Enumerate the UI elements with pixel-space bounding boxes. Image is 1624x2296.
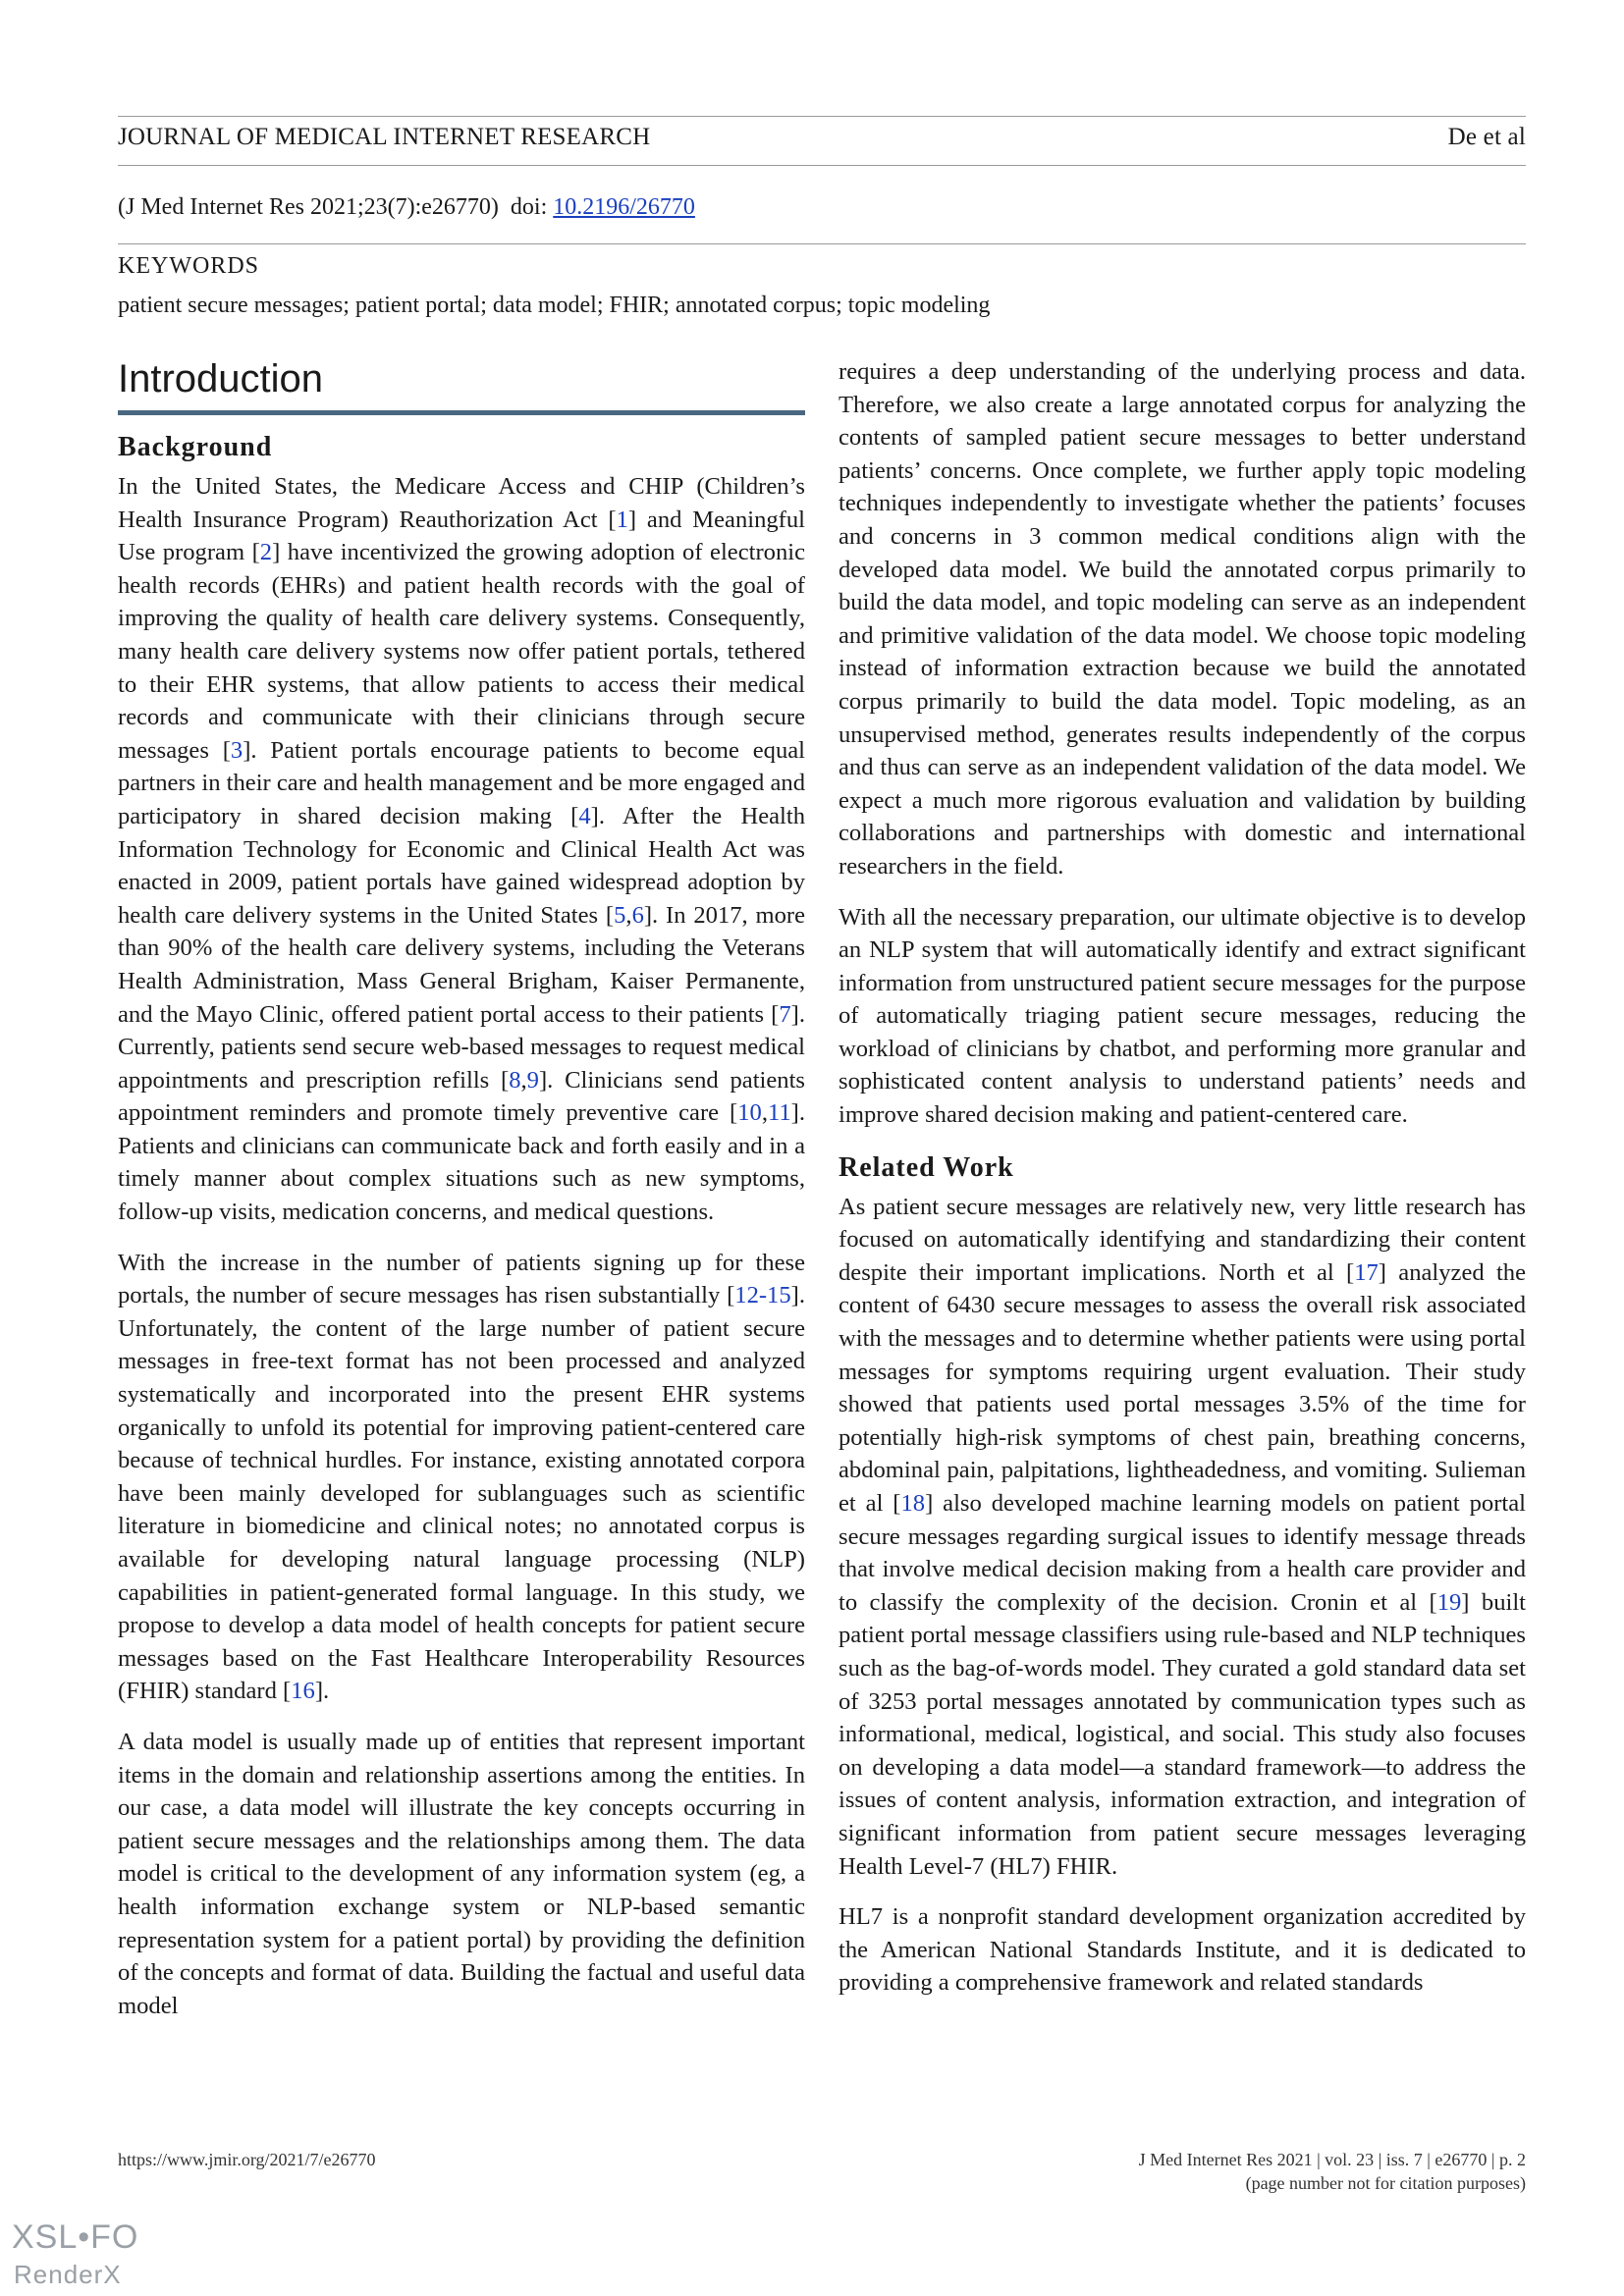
body-paragraph — [118, 1726, 805, 2022]
header-bottom-rule — [118, 165, 1526, 166]
reference-link[interactable]: 6 — [631, 901, 644, 929]
journal-title: JOURNAL OF MEDICAL INTERNET RESEARCH — [118, 124, 651, 150]
right-column — [839, 355, 1526, 2017]
paragraph-text: A data model is usually made up of entities that represent important items in the domain and relationship assertions among the entities. In our case, a data model will illustrate the key concepts occurring in patient secure messages and the relationships among them. The data model is critical to the development of any information system (eg, a health information exchange system or NLP-based semantic representation system for a patient portal) by providing the definition of the concepts and format of data. Building the factual and useful data model — [118, 1728, 805, 2019]
paragraph-text: ]. Clinicians send patients appointment reminders and promote timely preventive care [ — [118, 1066, 805, 1127]
paragraph-text: ]. Patients and clinicians can communicate back and forth easily and in a timely manner about complex situations such as new symptoms, follow-up visits, medication concerns, and medical questions. — [118, 1099, 805, 1226]
body-paragraph — [839, 1191, 1526, 1883]
right-paragraphs-top — [839, 355, 1526, 1132]
reference-link[interactable]: 5 — [614, 901, 626, 929]
right-paragraphs-bottom — [839, 1191, 1526, 2000]
paragraph-text: , — [520, 1066, 527, 1094]
reference-link[interactable]: 16 — [291, 1678, 315, 1705]
citation-text: (J Med Internet Res 2021;23(7):e26770) doi: — [118, 194, 554, 220]
paragraph-text: requires a deep understanding of the underlying process and data. Therefore, we also create a large annotated corpus for analyzing the contents of sampled patient secure messages to better understand patients’ concerns. Once complete, we further apply topic modeling techniques independently to investigate whether the patients’ focuses and concerns in 3 common medical conditions align with the developed data model. We build the annotated corpus primarily to build the data model, and topic modeling can serve as an independent and primitive validation of the data model. We choose topic modeling instead of information extraction because we build the annotated corpus primarily to build the data model. Topic modeling, as an unsupervised method, generates results independently of the corpus and thus can serve as an independent validation of the data model. We expect a much more rigorous evaluation and validation by building collaborations and partnerships with domestic and international researchers in the field. — [839, 358, 1526, 880]
paragraph-text: HL7 is a nonprofit standard development organization accredited by the American National Standards Institute, and it is dedicated to providing a comprehensive framework and related standards — [839, 1903, 1526, 1997]
footer-url: https://www.jmir.org/2021/7/e26770 — [118, 2150, 376, 2169]
paragraph-text: With the increase in the number of patients signing up for these portals, the number of secure messages has risen substantially [ — [118, 1249, 805, 1309]
section-title-underline — [118, 410, 805, 415]
section-title-introduction: Introduction — [118, 357, 324, 400]
paragraph-text: With all the necessary preparation, our ultimate objective is to develop an NLP system that will automatically identify and extract significant information from unstructured patient secure messages for the purpose of automatically triaging patient secure messages, reducing the workload of clinicians by chatbot, and performing more granular and sophisticated content analysis to understand patients’ needs and improve shared decision making and patient-centered care. — [839, 903, 1526, 1129]
footer-note: (page number not for citation purposes) — [1245, 2173, 1526, 2193]
reference-link[interactable]: 19 — [1436, 1588, 1462, 1616]
left-column — [118, 355, 805, 2040]
citation-line — [118, 194, 695, 221]
body-paragraph — [839, 355, 1526, 883]
xslfo-logo: XSL•FO — [12, 2218, 139, 2256]
reference-link[interactable]: 9 — [526, 1066, 539, 1094]
reference-link[interactable]: 3 — [230, 736, 244, 764]
reference-link[interactable]: 2 — [259, 539, 273, 566]
paragraph-text: ] and Meaningful Use program [ — [118, 506, 805, 566]
paragraph-text: ] built patient portal message classifiers using rule-based and NLP techniques such as the bag-of-words model. They curated a gold standard data set of 3253 portal messages annotated by communication types such as informational, medical, logistical, and social. This study also focuses on developing a data model—a standard framework—to address the issues of content analysis, information extraction, and integration of significant information from patient secure messages leveraging Health Level-7 (HL7) FHIR. — [839, 1588, 1526, 1880]
paragraph-text: In the United States, the Medicare Access and CHIP (Children’s Health Insurance Program) Reauthorization Act [ — [118, 473, 805, 533]
reference-link[interactable]: 12-15 — [734, 1282, 791, 1309]
reference-link[interactable]: 11 — [767, 1099, 791, 1127]
reference-link[interactable]: 8 — [509, 1066, 521, 1094]
paragraph-text: ]. Unfortunately, the content of the large number of patient secure messages in free-text format has not been processed and analyzed systematically and incorporated into the present EHR systems organically to unfold its potential for improving patient-centered care because of technical hurdles. For instance, existing annotated corpora have been mainly developed for sublanguages such as scientific literature in biomedicine and clinical notes; no annotated corpus is available for developing natural language processing (NLP) capabilities in patient-generated formal language. In this study, we propose to develop a data model of health concepts for patient secure messages based on the Fast Healthcare Interoperability Resources (FHIR) standard [ — [118, 1282, 805, 1705]
reference-link[interactable]: 18 — [900, 1490, 926, 1517]
paragraph-text: ] analyzed the content of 6430 secure messages to assess the overall risk associated with the messages and to determine whether patients were using portal messages for symptoms requiring urgent evaluation. Their study showed that patients used portal messages 3.5% of the time for potentially high-risk symptoms of chest pain, breathing concerns, abdominal pain, palpitations, lightheadedness, and vomiting. Sulieman et al [ — [839, 1258, 1527, 1517]
body-paragraph — [118, 1247, 805, 1708]
footer-citation: J Med Internet Res 2021 | vol. 23 | iss. 7 | e26770 | p. 2 — [1138, 2150, 1526, 2169]
reference-link[interactable]: 1 — [616, 506, 628, 533]
body-paragraph — [839, 901, 1526, 1132]
keywords-heading: KEYWORDS — [118, 253, 259, 279]
paragraph-text: ]. Currently, patients send secure web-based messages to request medical appointments and prescription refills [ — [118, 1000, 805, 1094]
renderx-logo: RenderX — [14, 2260, 122, 2289]
doi-link[interactable]: 10.2196/26770 — [553, 194, 695, 220]
paragraph-text: ]. Patient portals encourage patients to become equal partners in their care and health management and be more engaged and participatory in shared decision making [ — [118, 736, 806, 829]
citation-rule — [118, 243, 1526, 244]
article-body — [118, 355, 1526, 2147]
reference-link[interactable]: 17 — [1354, 1258, 1379, 1286]
paragraph-text: , — [625, 901, 632, 929]
paragraph-text: ]. In 2017, more than 90% of the health care delivery systems, including the Veterans Health Administration, Mass General Brigham, Kaiser Permanente, and the Mayo Clinic, offered patient portal access to their patients [ — [118, 901, 806, 1028]
paragraph-text: ]. — [314, 1678, 330, 1705]
body-paragraph — [839, 1900, 1526, 2000]
reference-link[interactable]: 7 — [779, 1000, 791, 1028]
reference-link[interactable]: 4 — [578, 802, 591, 829]
paragraph-text: ]. After the Health Information Technology for Economic and Clinical Health Act was enacted in 2009, patient portals have gained widespread adoption by health care delivery systems in the United States [ — [118, 802, 806, 929]
running-authors: De et al — [1447, 124, 1526, 150]
body-paragraph — [118, 470, 805, 1229]
subsection-title-related-work: Related Work — [839, 1151, 1014, 1183]
paragraph-text: As patient secure messages are relatively new, very little research has focused on automatically identifying and standardizing their content despite their important implications. North et al [ — [839, 1193, 1526, 1286]
header-top-rule — [118, 116, 1526, 117]
left-paragraphs — [118, 470, 805, 2022]
subsection-title-background: Background — [118, 432, 273, 462]
paragraph-text: , — [761, 1099, 768, 1127]
reference-link[interactable]: 10 — [737, 1099, 762, 1127]
keywords-text: patient secure messages; patient portal; data model; FHIR; annotated corpus; topic modeling — [118, 293, 991, 318]
paragraph-text: ] have incentivized the growing adoption of electronic health records (EHRs) and patient health records with the goal of improving the quality of health care delivery systems. Consequently, many health care delivery systems now offer patient portals, tethered to their EHR systems, that allow patients to access their medical records and communicate with their clinicians through secure messages [ — [118, 539, 805, 764]
paragraph-text: ] also developed machine learning models on patient portal secure messages regarding surgical issues to identify message threads that involve medical decision making from a health care provider and to classify the complexity of the decision. Cronin et al [ — [839, 1490, 1526, 1616]
